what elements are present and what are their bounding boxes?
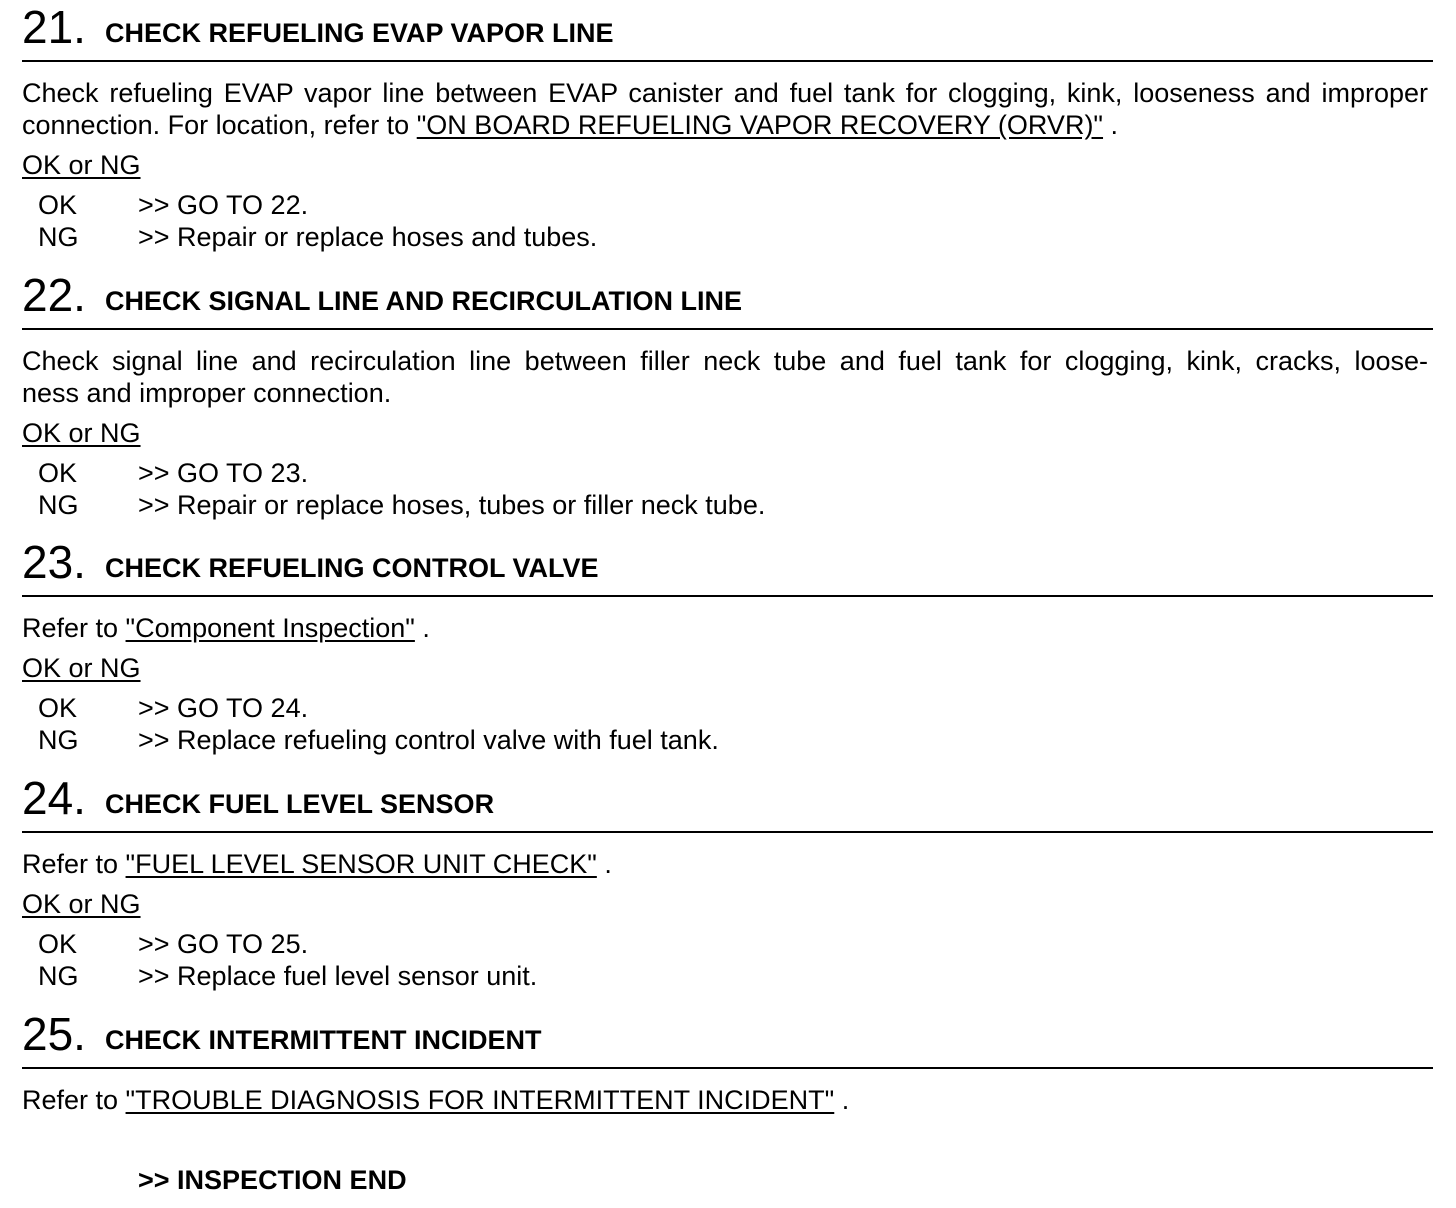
ok-action: >> GO TO 23. <box>138 458 309 488</box>
step-number: 22. <box>22 269 86 321</box>
step-number: 25. <box>22 1008 86 1060</box>
ok-result <box>22 189 1433 221</box>
ng-label: NG <box>38 961 79 991</box>
ng-action: >> Replace refueling control valve with fuel tank. <box>138 725 719 755</box>
step-header <box>22 535 1433 597</box>
ok-result <box>22 928 1433 960</box>
step-instruction: Refer to "TROUBLE DIAGNOSIS FOR INTERMITTENT INCIDENT" . <box>22 1085 850 1115</box>
ng-result <box>22 489 1433 521</box>
step-header <box>22 1007 1433 1069</box>
step-instruction: Check signal line and recirculation line between filler neck tube and fuel tank for clogging, kink, cracks, loose- ness and improper connection. <box>22 346 1428 408</box>
step-header <box>22 771 1433 833</box>
ng-action: >> Replace fuel level sensor unit. <box>138 961 538 991</box>
step-header <box>22 0 1433 62</box>
ng-label: NG <box>38 490 79 520</box>
step-title: CHECK REFUELING CONTROL VALVE <box>105 553 599 583</box>
ok-or-ng-prompt: OK or NG <box>22 653 141 683</box>
step-21 <box>22 0 1433 253</box>
step-instruction: Refer to "Component Inspection" . <box>22 613 430 643</box>
step-instruction: Refer to "FUEL LEVEL SENSOR UNIT CHECK" . <box>22 849 612 879</box>
ok-label: OK <box>38 929 78 959</box>
ok-action: >> GO TO 22. <box>138 190 309 220</box>
ok-or-ng-prompt: OK or NG <box>22 889 141 919</box>
step-25 <box>22 1007 1433 1116</box>
ng-label: NG <box>38 222 79 252</box>
ok-label: OK <box>38 190 78 220</box>
step-header <box>22 268 1433 330</box>
ok-label: OK <box>38 458 78 488</box>
ng-result <box>22 724 1433 756</box>
step-title: CHECK SIGNAL LINE AND RECIRCULATION LINE <box>105 286 743 316</box>
ok-result <box>22 457 1433 489</box>
step-23 <box>22 535 1433 756</box>
ng-result <box>22 221 1433 253</box>
ok-action: >> GO TO 25. <box>138 929 309 959</box>
step-title: CHECK FUEL LEVEL SENSOR <box>105 789 495 819</box>
step-instruction: Check refueling EVAP vapor line between EVAP canister and fuel tank for clogging, kink, looseness and improper connection. For location, refer to "ON BOARD REFUELING VAPOR RECOVERY (ORVR)" . <box>22 78 1428 140</box>
ng-action: >> Repair or replace hoses and tubes. <box>138 222 598 252</box>
ok-or-ng-prompt: OK or NG <box>22 150 141 180</box>
ng-action: >> Repair or replace hoses, tubes or filler neck tube. <box>138 490 766 520</box>
step-title: CHECK REFUELING EVAP VAPOR LINE <box>105 18 614 48</box>
ok-action: >> GO TO 24. <box>138 693 309 723</box>
step-number: 23. <box>22 536 86 588</box>
step-title: CHECK INTERMITTENT INCIDENT <box>105 1025 542 1055</box>
fuel-level-sensor-check-link[interactable]: "FUEL LEVEL SENSOR UNIT CHECK" <box>125 849 597 879</box>
step-22 <box>22 268 1433 521</box>
ok-label: OK <box>38 693 78 723</box>
step-number: 24. <box>22 772 86 824</box>
ng-result <box>22 960 1433 992</box>
step-24 <box>22 771 1433 992</box>
ng-label: NG <box>38 725 79 755</box>
component-inspection-link[interactable]: "Component Inspection" <box>125 613 415 643</box>
orvr-link[interactable]: "ON BOARD REFUELING VAPOR RECOVERY (ORVR)" <box>416 110 1104 140</box>
step-number: 21. <box>22 1 86 53</box>
ok-or-ng-prompt: OK or NG <box>22 418 141 448</box>
inspection-end: >> INSPECTION END <box>138 1165 407 1195</box>
intermittent-incident-link[interactable]: "TROUBLE DIAGNOSIS FOR INTERMITTENT INCIDENT" <box>125 1085 835 1115</box>
ok-result <box>22 692 1433 724</box>
